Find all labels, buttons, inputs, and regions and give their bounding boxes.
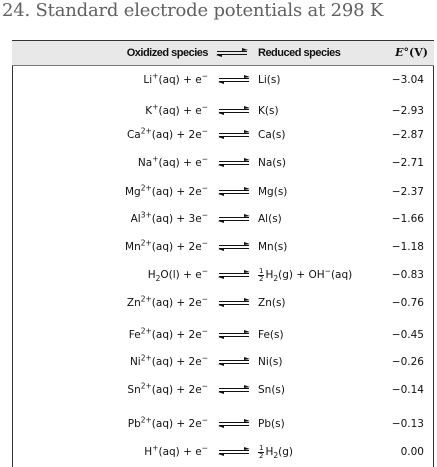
oxidized-species: $Pb^{2+}(aq) + 2e^-$	[127, 415, 208, 430]
table-row	[12, 442, 434, 462]
equilibrium-arrow-icon	[216, 47, 248, 59]
equilibrium-arrow-icon	[218, 269, 250, 281]
equilibrium-arrow-icon	[218, 213, 250, 225]
electrode-potential: −0.26	[391, 356, 424, 368]
equilibrium-arrow	[218, 182, 250, 202]
reduced-species: Mn(s)	[258, 241, 288, 253]
table-row	[12, 125, 434, 145]
reduced-species: Pb(s)	[258, 418, 285, 430]
equilibrium-arrow-icon	[218, 356, 250, 368]
reduced-species: Ni(s)	[258, 356, 283, 368]
table-row	[12, 153, 434, 173]
table-row	[12, 325, 434, 345]
equilibrium-arrow	[218, 442, 250, 462]
oxidized-species: $Mn^{2+}(aq) + 2e^-$	[125, 238, 208, 253]
equilibrium-arrow-icon	[218, 446, 250, 458]
oxidized-species: $Zn^{2+}(aq) + 2e^-$	[126, 294, 208, 309]
reduced-species: Al(s)	[258, 213, 282, 225]
electrode-potential: −2.93	[391, 105, 424, 117]
table-row	[12, 414, 434, 434]
oxidized-species: $Mg^{2+}(aq) + 2e^-$	[125, 183, 208, 198]
table-row	[12, 265, 434, 285]
oxidized-species: K+(aq) + e−	[145, 102, 208, 117]
equilibrium-arrow	[218, 380, 250, 400]
equilibrium-arrow	[218, 101, 250, 121]
reduced-species: Sn(s)	[258, 384, 285, 396]
electrode-potential: −0.45	[391, 329, 424, 341]
electrode-potential: −2.71	[391, 157, 424, 169]
header-reduced-species: Reduced species	[258, 47, 341, 59]
table-row	[12, 352, 434, 372]
table-row	[12, 293, 434, 313]
electrode-potential: −1.18	[391, 241, 424, 253]
equilibrium-arrow	[218, 414, 250, 434]
equilibrium-arrow-icon	[218, 186, 250, 198]
reduced-species: Mg(s)	[258, 186, 288, 198]
table-header	[12, 40, 434, 66]
equilibrium-arrow-icon	[218, 241, 250, 253]
reduced-species: Li(s)	[258, 74, 281, 86]
equilibrium-arrow-icon	[218, 157, 250, 169]
equilibrium-arrow	[218, 352, 250, 372]
reduced-species: $\frac{1}{2}$ $H_2(g) + OH^-(aq)$	[259, 266, 353, 284]
equilibrium-arrow-icon	[218, 418, 250, 430]
oxidized-species: $Ni^{2+}(aq) + 2e^-$	[129, 353, 208, 368]
oxidized-species: $Sn^{2+}(aq) + 2e^-$	[127, 381, 208, 396]
equilibrium-arrow	[218, 153, 250, 173]
equilibrium-arrow	[218, 70, 250, 90]
electrode-potential: −2.87	[391, 129, 424, 141]
electrode-potential: 0.00	[400, 446, 424, 458]
reduced-species: $\frac{1}{2}$ $H_2(g)$	[259, 443, 294, 461]
equilibrium-arrow-icon	[218, 129, 250, 141]
equilibrium-arrow-icon	[218, 329, 250, 341]
equilibrium-arrow-icon	[218, 384, 250, 396]
equilibrium-arrow-icon	[218, 105, 250, 117]
potential-unit: °(V)	[403, 46, 428, 59]
table-row	[12, 380, 434, 400]
equilibrium-arrow	[218, 325, 250, 345]
equilibrium-arrow	[218, 237, 250, 257]
header-potential	[370, 41, 428, 65]
table-row	[12, 209, 434, 229]
reduced-species: Fe(s)	[258, 329, 284, 341]
electrode-potential: −0.76	[391, 297, 424, 309]
table-row	[12, 237, 434, 257]
reduced-species: Na(s)	[258, 157, 286, 169]
electrode-potential: −1.66	[391, 213, 424, 225]
page-title: 24. Standard electrode potentials at 298 K	[2, 0, 384, 21]
table-row	[12, 101, 434, 121]
electrode-potential: −0.83	[391, 269, 424, 281]
equilibrium-arrow	[218, 265, 250, 285]
reduced-species: Ca(s)	[258, 129, 286, 141]
equilibrium-arrow-icon	[218, 74, 250, 86]
oxidized-species: $Fe^{2+}(aq) + 2e^-$	[128, 326, 208, 341]
equilibrium-arrow	[218, 125, 250, 145]
electrode-potential: −2.37	[391, 186, 424, 198]
header-oxidized-species: Oxidized species	[126, 47, 208, 59]
electrode-potential: −3.04	[391, 74, 424, 86]
oxidized-species: $Al^{3+}(aq) + 3e^-$	[130, 210, 208, 225]
oxidized-species: $H_2O(l) + e^-$	[147, 266, 208, 284]
oxidized-species: Li+(aq) + e−	[143, 71, 208, 86]
equilibrium-arrow	[218, 209, 250, 229]
potential-symbol: E	[395, 46, 404, 59]
reduced-species: K(s)	[258, 105, 279, 117]
equilibrium-arrow	[218, 293, 250, 313]
table-row	[12, 182, 434, 202]
electrode-potential: −0.13	[391, 418, 424, 430]
oxidized-species: $Ca^{2+}(aq) + 2e^-$	[126, 126, 208, 141]
electrode-potential: −0.14	[391, 384, 424, 396]
header-equilibrium-arrow	[216, 41, 250, 65]
reduced-species: Zn(s)	[258, 297, 286, 309]
table-row	[12, 70, 434, 90]
oxidized-species: Na+(aq) + e−	[137, 154, 208, 169]
equilibrium-arrow-icon	[218, 297, 250, 309]
oxidized-species: H+(aq) + e−	[144, 443, 208, 458]
